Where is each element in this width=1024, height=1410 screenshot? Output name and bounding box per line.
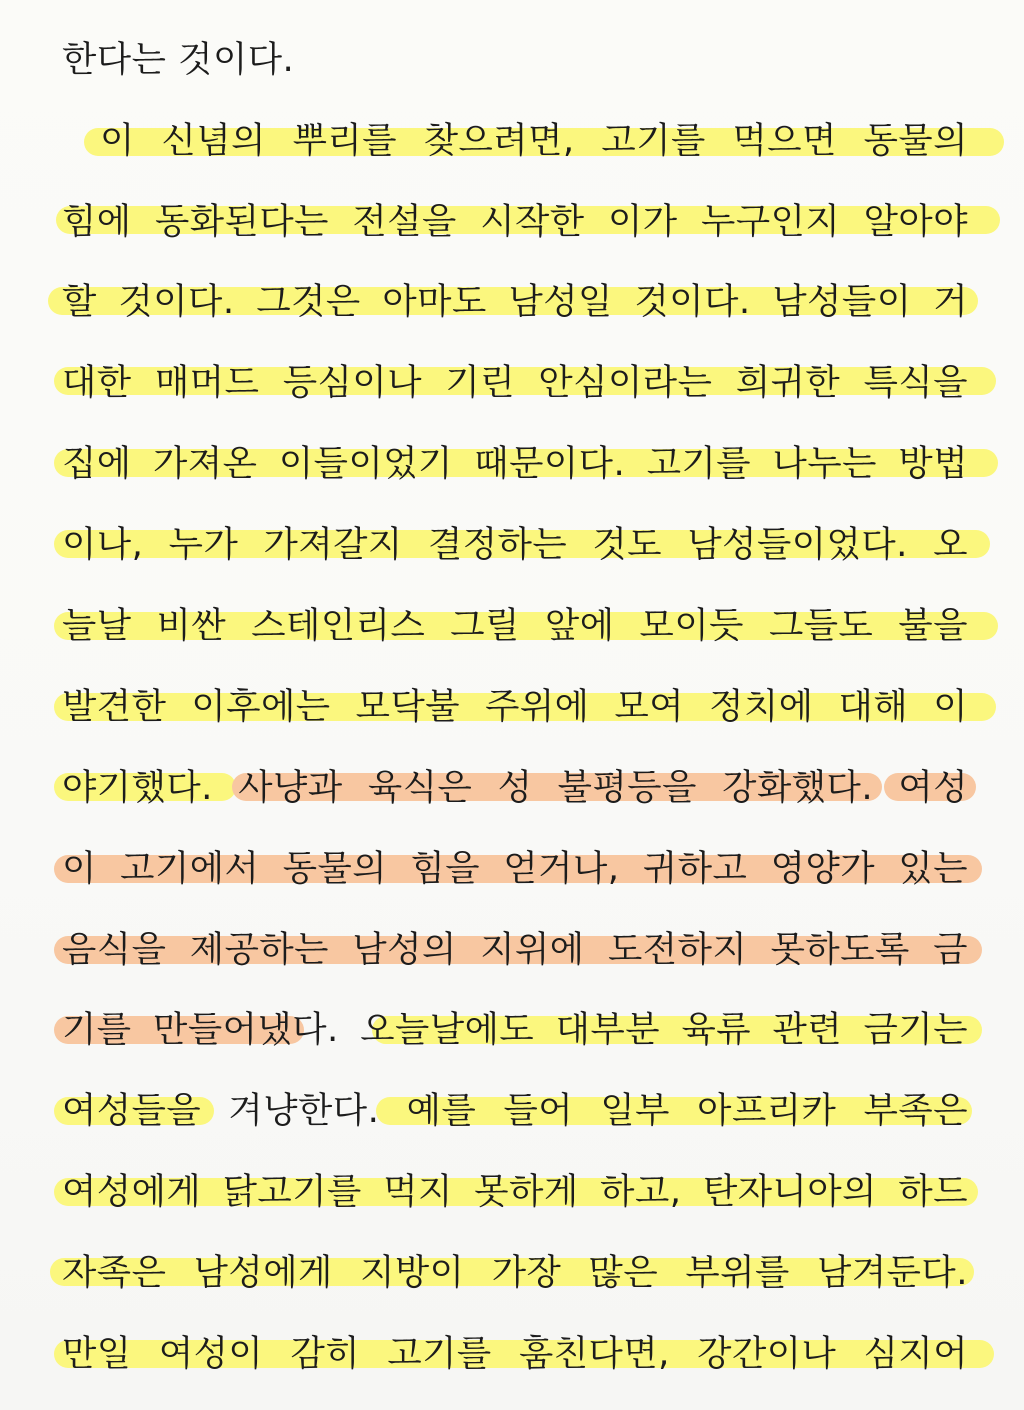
text-line: 힘에 동화된다는 전설을 시작한 이가 누구인지 알아야 [62, 201, 968, 242]
text-line: 한다는 것이다. [62, 39, 295, 80]
text-line: 만일 여성이 감히 고기를 훔친다면, 강간이나 심지어 [62, 1333, 968, 1374]
text-line: 늘날 비싼 스테인리스 그릴 앞에 모이듯 그들도 불을 [62, 605, 968, 646]
text-line: 발견한 이후에는 모닥불 주위에 모여 정치에 대해 이 [62, 686, 968, 727]
text-line: 야기했다. 사냥과 육식은 성 불평등을 강화했다. 여성 [62, 767, 968, 808]
text-line: 대한 매머드 등심이나 기린 안심이라는 희귀한 특식을 [62, 362, 968, 403]
text-line: 이나, 누가 가져갈지 결정하는 것도 남성들이었다. 오 [62, 524, 968, 565]
text-line: 이 신념의 뿌리를 찾으려면, 고기를 먹으면 동물의 [100, 120, 968, 161]
text-line: 여성들을 겨냥한다. 예를 들어 일부 아프리카 부족은 [62, 1090, 968, 1131]
text-line: 할 것이다. 그것은 아마도 남성일 것이다. 남성들이 거 [62, 281, 968, 322]
text-line: 여성에게 닭고기를 먹지 못하게 하고, 탄자니아의 하드 [62, 1171, 968, 1212]
text-line: 기를 만들어냈다. 오늘날에도 대부분 육류 관련 금기는 [62, 1009, 968, 1050]
text-line: 음식을 제공하는 남성의 지위에 도전하지 못하도록 금 [62, 929, 968, 970]
text-line: 자족은 남성에게 지방이 가장 많은 부위를 남겨둔다. [62, 1252, 968, 1293]
text-line: 이 고기에서 동물의 힘을 얻거나, 귀하고 영양가 있는 [62, 848, 968, 889]
text-line: 집에 가져온 이들이었기 때문이다. 고기를 나누는 방법 [62, 443, 968, 484]
